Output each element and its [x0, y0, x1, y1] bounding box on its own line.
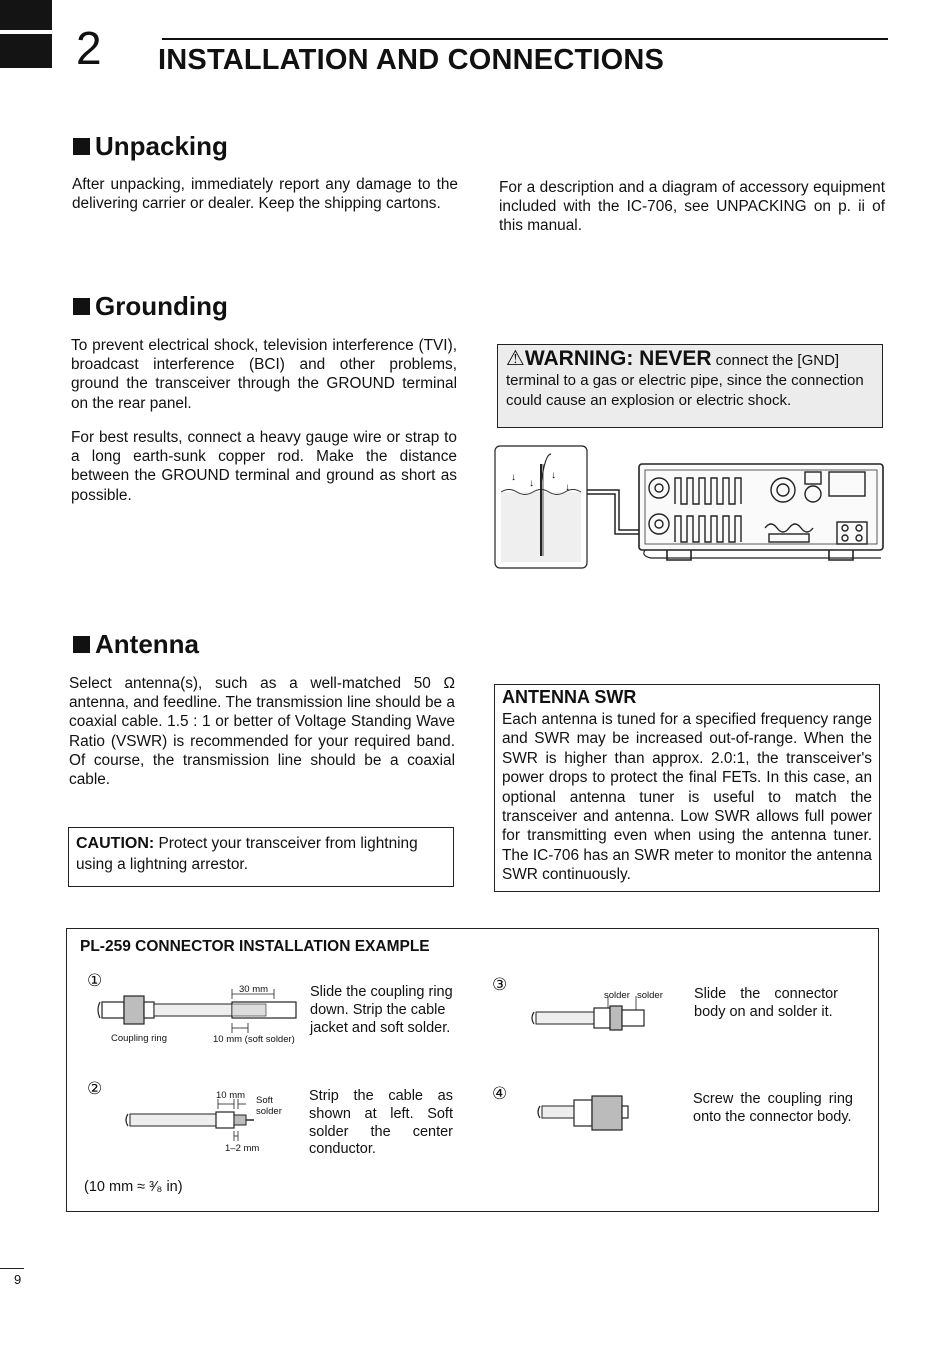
unpacking-left-text: After unpacking, immediately report any damage to the delivering carrier or dealer. Keep the shipping cartons. [72, 176, 458, 213]
conversion-note: (10 mm ≈ ³⁄₈ in) [84, 1179, 183, 1195]
warning-text [506, 349, 874, 411]
grounding-illustration [493, 444, 888, 572]
antenna-swr-title: ANTENNA SWR [502, 687, 637, 707]
caution-box [68, 827, 454, 887]
step1-text: Slide the coupling ring down. Strip the cable jacket and soft solder. [310, 984, 453, 1036]
step2-label-1-2mm: 1–2 mm [225, 1143, 260, 1154]
warning-body: connect the [GND] terminal to a gas or electric pipe, since the connection could cause an explosion or electric shock. [506, 352, 864, 409]
chapter-number: 2 [76, 22, 102, 74]
grounding-para2: For best results, connect a heavy gauge wire or strap to a long earth-sunk copper rod. Make the distance between the GROUND terminal and ground as short as possible. [71, 429, 457, 504]
warning-icon: ⚠ [506, 347, 525, 370]
step2-label-10mm: 10 mm [216, 1090, 246, 1101]
pl259-title: PL-259 CONNECTOR INSTALLATION EXAMPLE [80, 938, 430, 955]
antenna-swr-box [494, 684, 880, 892]
grounding-heading-text: Grounding [95, 291, 228, 321]
heading-square-icon [73, 298, 90, 315]
step3-text: Slide the connector body on and solder it. [694, 986, 838, 1020]
heading-square-icon [73, 636, 90, 653]
chapter-title: INSTALLATION AND CONNECTIONS [158, 44, 665, 76]
step2-label-soft-solder: Soft solder [256, 1095, 282, 1117]
unpacking-heading [73, 131, 228, 162]
heading-square-icon [73, 138, 90, 155]
page-number-rule [0, 1268, 24, 1269]
step3-label-solder-1: solder [604, 990, 630, 1001]
svg-text:↓: ↓ [529, 478, 534, 489]
warning-box [497, 344, 883, 428]
step1-number: ① [87, 971, 103, 990]
step2-text: Strip the cable as shown at left. Soft solder the center conductor. [309, 1088, 453, 1158]
unpacking-right-text: For a description and a diagram of accessory equipment included with the IC-706, see UNPACKING on p. ii of this manual. [499, 179, 885, 235]
svg-text:↓: ↓ [565, 482, 570, 493]
step4-diagram [534, 1092, 634, 1134]
antenna-swr-text: Each antenna is tuned for a specified frequency range and SWR may be increased out-of-range. When the SWR is higher than approx. 2.0:1, the transceiver's power drops to protect the final FETs. In this case, an optional antenna tuner is useful to match the transceiver and antenna. Low SWR allows full power for transmitting even when using the antenna tuner. The IC-706 has an SWR meter to monitor the antenna SWR continuously. [502, 711, 872, 884]
unpacking-heading-text: Unpacking [95, 131, 228, 161]
chapter-marker-bottom [0, 34, 52, 68]
page-number: 9 [14, 1272, 22, 1287]
grounding-para1: To prevent electrical shock, television interference (TVI), broadcast interference (BCI) and other problems, ground the transceiver through the GROUND terminal on the rear panel. [71, 337, 457, 412]
step2-number: ② [87, 1079, 103, 1098]
grounding-heading [73, 291, 228, 322]
step3-number: ③ [492, 975, 508, 994]
svg-text:↓: ↓ [511, 472, 516, 483]
step3-diagram [528, 996, 658, 1036]
pl259-box [66, 928, 879, 1212]
step3-label-solder-2: solder [637, 990, 663, 1001]
caution-label: CAUTION: [76, 835, 155, 852]
antenna-text: Select antenna(s), such as a well-matched 50 Ω antenna, and feedline. The transmission line should be a coaxial cable. 1.5 : 1 or better of Voltage Standing Wave Ratio (VSWR) is recommended for your required band. Of course, the transmission line should be a coaxial cable. [69, 675, 455, 789]
chapter-marker-top [0, 0, 52, 30]
svg-text:↓: ↓ [551, 470, 556, 481]
antenna-heading [73, 629, 199, 660]
step1-label-30mm: 30 mm [239, 984, 269, 995]
step4-text: Screw the coupling ring onto the connector body. [693, 1091, 853, 1125]
step1-label-10mm: 10 mm (soft solder) [213, 1034, 295, 1045]
chapter-rule [162, 38, 888, 40]
step4-number: ④ [492, 1084, 508, 1103]
antenna-heading-text: Antenna [95, 629, 199, 659]
caution-text: Protect your transceiver from lightning using a lightning arrestor. [76, 835, 418, 873]
step1-label-coupling-ring: Coupling ring [111, 1033, 167, 1044]
warning-label: WARNING: NEVER [524, 347, 712, 370]
